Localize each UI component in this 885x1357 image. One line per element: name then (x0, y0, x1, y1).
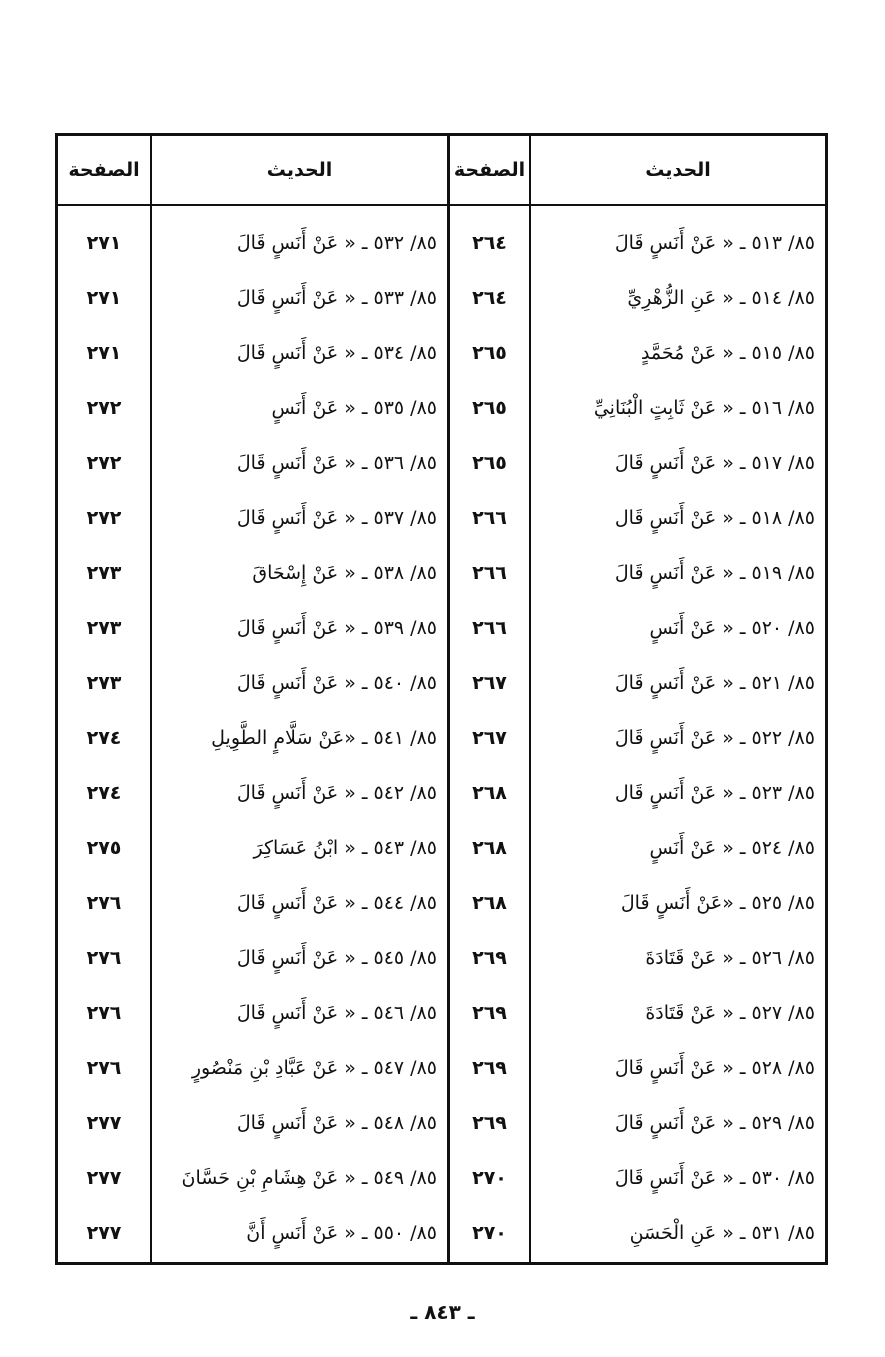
hadith-entry: ٨٥/ ٥١٧ ـ « عَنْ أَنَسٍ قَالَ (614, 452, 815, 474)
page-ref: ٢٧٢ (86, 397, 122, 419)
hadith-entry: ٨٥/ ٥٤٠ ـ « عَنْ أَنَسٍ قَالَ (236, 672, 437, 694)
page-ref: ٢٦٦ (472, 617, 507, 639)
hadith-entry: ٨٥/ ٥٢٥ ـ «عَنْ أَنَسٍ قَالَ (620, 892, 815, 914)
page-ref: ٢٦٨ (472, 892, 507, 914)
page-ref: ٢٧٥ (86, 837, 122, 859)
hadith-entry: ٨٥/ ٥٤٩ ـ « عَنْ هِشَامِ بْنِ حَسَّانَ (181, 1167, 437, 1189)
page-ref: ٢٧١ (86, 232, 122, 254)
page-ref: ٢٦٨ (472, 837, 507, 859)
hadith-entry: ٨٥/ ٥٢٢ ـ « عَنْ أَنَسٍ قَالَ (614, 727, 815, 749)
page-list-right (450, 206, 529, 1262)
column-header-hadith: الحديث (152, 136, 447, 206)
page-ref: ٢٧٣ (86, 672, 122, 694)
hadith-entry: ٨٥/ ٥٣٨ ـ « عَنْ إِسْحَاقَ (252, 562, 437, 584)
hadith-list-left (152, 206, 447, 1262)
hadith-entry: ٨٥/ ٥٢٠ ـ « عَنْ أَنَسٍ (649, 617, 815, 639)
page-ref: ٢٧٣ (86, 617, 122, 639)
hadith-entry: ٨٥/ ٥٣٩ ـ « عَنْ أَنَسٍ قَالَ (236, 617, 437, 639)
page-ref: ٢٦٧ (472, 672, 507, 694)
page-ref: ٢٦٤ (472, 287, 507, 309)
page-ref: ٢٧٢ (86, 507, 122, 529)
page-ref: ٢٧٦ (86, 1057, 122, 1079)
hadith-column-left (150, 136, 447, 1262)
page-ref: ٢٦٩ (472, 1002, 507, 1024)
page-ref: ٢٧٧ (86, 1112, 122, 1134)
page-ref: ٢٦٩ (472, 1112, 507, 1134)
hadith-entry: ٨٥/ ٥٣٠ ـ « عَنْ أَنَسٍ قَالَ (614, 1167, 815, 1189)
hadith-entry: ٨٥/ ٥٤٦ ـ « عَنْ أَنَسٍ قَالَ (236, 1002, 437, 1024)
hadith-entry: ٨٥/ ٥٣١ ـ « عَنِ الْحَسَنِ (629, 1222, 815, 1244)
hadith-list-right (531, 206, 825, 1262)
page-ref: ٢٦٩ (472, 947, 507, 969)
hadith-entry: ٨٥/ ٥٤٣ ـ « ابْنُ عَسَاكِرَ (253, 837, 437, 859)
page-ref: ٢٧٤ (86, 727, 122, 749)
hadith-entry: ٨٥/ ٥٣٢ ـ « عَنْ أَنَسٍ قَالَ (236, 232, 437, 254)
hadith-entry: ٨٥/ ٥٢٨ ـ « عَنْ أَنَسٍ قَالَ (614, 1057, 815, 1079)
page-ref: ٢٧١ (86, 287, 122, 309)
column-header-hadith: الحديث (531, 136, 825, 206)
hadith-entry: ٨٥/ ٥٣٣ ـ « عَنْ أَنَسٍ قَالَ (236, 287, 437, 309)
hadith-entry: ٨٥/ ٥٢٣ ـ « عَنْ أَنَسٍ قَال (614, 782, 815, 804)
page-ref: ٢٧٧ (86, 1167, 122, 1189)
page-ref: ٢٧٧ (86, 1222, 122, 1244)
hadith-entry: ٨٥/ ٥١٨ ـ « عَنْ أَنَسٍ قَال (614, 507, 815, 529)
page-ref: ٢٦٥ (472, 397, 507, 419)
hadith-entry: ٨٥/ ٥١٦ ـ « عَنْ ثَابِتٍ الْبُنَانِيِّ (593, 397, 815, 419)
page-ref: ٢٧٠ (472, 1222, 507, 1244)
hadith-entry: ٨٥/ ٥٤٥ ـ « عَنْ أَنَسٍ قَالَ (236, 947, 437, 969)
page-ref: ٢٧٢ (86, 452, 122, 474)
page-ref: ٢٧٠ (472, 1167, 507, 1189)
page-list-left (58, 206, 150, 1262)
page-ref: ٢٧١ (86, 342, 122, 364)
hadith-entry: ٨٥/ ٥١٥ ـ « عَنْ مُحَمَّدٍ (640, 342, 815, 364)
page-ref: ٢٦٦ (472, 562, 507, 584)
page-number: ـ ٨٤٣ ـ (410, 1300, 475, 1324)
page-ref: ٢٦٥ (472, 342, 507, 364)
hadith-entry: ٨٥/ ٥٣٦ ـ « عَنْ أَنَسٍ قَالَ (236, 452, 437, 474)
hadith-entry: ٨٥/ ٥٣٥ ـ « عَنْ أَنَسٍ (271, 397, 437, 419)
page-column-left (58, 136, 150, 1262)
hadith-entry: ٨٥/ ٥٢٩ ـ « عَنْ أَنَسٍ قَالَ (614, 1112, 815, 1134)
page-ref: ٢٦٤ (472, 232, 507, 254)
page-ref: ٢٧٦ (86, 1002, 122, 1024)
hadith-entry: ٨٥/ ٥١٩ ـ « عَنْ أَنَسٍ قَالَ (614, 562, 815, 584)
hadith-entry: ٨٥/ ٥٤١ ـ «عَنْ سَلَّامٍ الطَّوِيلِ (211, 727, 437, 749)
hadith-entry: ٨٥/ ٥٤٧ ـ « عَنْ عَبَّادِ بْنِ مَنْصُورٍ (191, 1057, 437, 1079)
page-ref: ٢٧٤ (86, 782, 122, 804)
hadith-entry: ٨٥/ ٥٢٤ ـ « عَنْ أَنَسٍ (649, 837, 815, 859)
page-ref: ٢٧٦ (86, 892, 122, 914)
hadith-entry: ٨٥/ ٥٤٤ ـ « عَنْ أَنَسٍ قَالَ (236, 892, 437, 914)
page-ref: ٢٦٦ (472, 507, 507, 529)
column-header-page: الصفحة (58, 136, 150, 206)
hadith-column-right (529, 136, 825, 1262)
hadith-index-table (55, 133, 828, 1265)
hadith-entry: ٨٥/ ٥٣٧ ـ « عَنْ أَنَسٍ قَالَ (236, 507, 437, 529)
hadith-entry: ٨٥/ ٥٥٠ ـ « عَنْ أَنَسٍ أَنَّ (246, 1222, 437, 1244)
hadith-entry: ٨٥/ ٥١٤ ـ « عَنِ الزُّهْرِيِّ (627, 287, 815, 309)
hadith-entry: ٨٥/ ٥٤٨ ـ « عَنْ أَنَسٍ قَالَ (236, 1112, 437, 1134)
hadith-entry: ٨٥/ ٥٢٦ ـ « عَنْ قَتَادَةَ (645, 947, 815, 969)
hadith-entry: ٨٥/ ٥٢٧ ـ « عَنْ قَتَادَةَ (645, 1002, 815, 1024)
page-ref: ٢٦٥ (472, 452, 507, 474)
column-header-page: الصفحة (450, 136, 529, 206)
hadith-entry: ٨٥/ ٥١٣ ـ « عَنْ أَنَسٍ قَالَ (614, 232, 815, 254)
page-ref: ٢٧٣ (86, 562, 122, 584)
hadith-entry: ٨٥/ ٥٣٤ ـ « عَنْ أَنَسٍ قَالَ (236, 342, 437, 364)
page-ref: ٢٦٩ (472, 1057, 507, 1079)
hadith-entry: ٨٥/ ٥٤٢ ـ « عَنْ أَنَسٍ قَالَ (236, 782, 437, 804)
page-column-right (447, 136, 529, 1262)
page-ref: ٢٦٧ (472, 727, 507, 749)
page-ref: ٢٧٦ (86, 947, 122, 969)
hadith-entry: ٨٥/ ٥٢١ ـ « عَنْ أَنَسٍ قَالَ (614, 672, 815, 694)
page-ref: ٢٦٨ (472, 782, 507, 804)
